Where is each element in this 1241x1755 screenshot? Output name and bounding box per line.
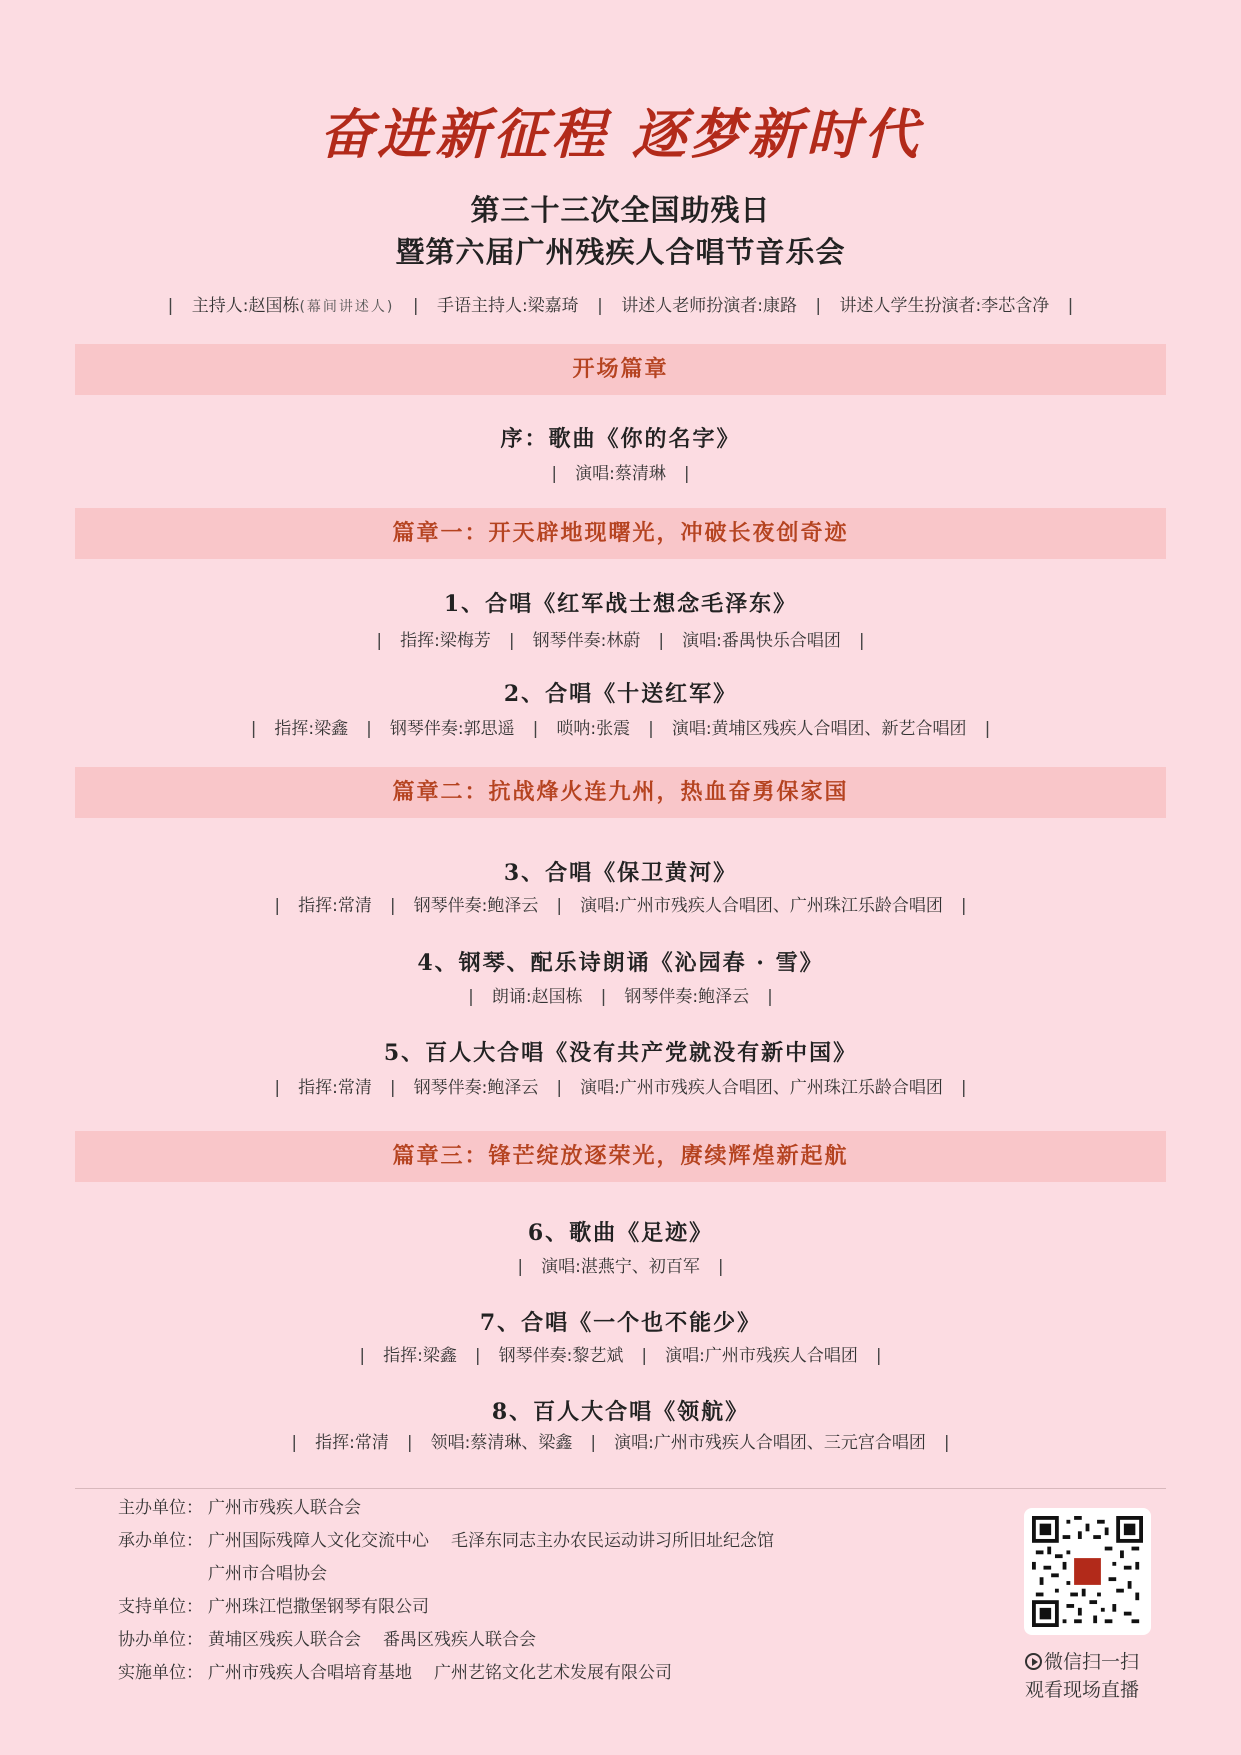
credit: 钢琴伴奏:鲍泽云 bbox=[413, 1078, 539, 1098]
credit: 演唱:黄埔区残疾人合唱团、新艺合唱团 bbox=[671, 719, 967, 739]
credit: 演唱:广州市残疾人合唱团、广州珠江乐龄合唱团 bbox=[580, 896, 943, 916]
credit: 朗诵:赵国栋 bbox=[491, 987, 583, 1007]
organizer-label: 支持单位： bbox=[118, 1597, 203, 1617]
program-item-credits: | 指挥:梁梅芳 | 钢琴伴奏:林蔚 | 演唱:番禺快乐合唱团 | bbox=[376, 631, 865, 651]
organizer-name: 番禺区残疾人联合会 bbox=[383, 1630, 536, 1650]
program-item-title: 序：歌曲《你的名字》 bbox=[500, 426, 741, 452]
credit: 指挥:常清 bbox=[298, 896, 372, 916]
organizer-row bbox=[118, 1624, 918, 1657]
program-item-title: 5、百人大合唱《没有共产党就没有新中国》 bbox=[383, 1040, 858, 1066]
credit: 唢呐:张震 bbox=[556, 719, 631, 739]
program-item-credits: | 指挥:梁鑫 | 钢琴伴奏:黎艺斌 | 演唱:广州市残疾人合唱团 | bbox=[359, 1346, 882, 1366]
event-subtitle: 第三十三次全国助残日 bbox=[470, 193, 771, 227]
organizer-name: 广州珠江恺撒堡钢琴有限公司 bbox=[208, 1597, 429, 1617]
organizer-name: 黄埔区残疾人联合会 bbox=[208, 1630, 361, 1650]
organizer-name: 广州市残疾人合唱培育基地 bbox=[208, 1663, 412, 1683]
narrator-teacher: 讲述人老师扮演者:康路 bbox=[621, 296, 797, 316]
host: 主持人:赵国栋 bbox=[191, 296, 300, 316]
separator: | bbox=[1067, 296, 1074, 316]
credit: 演唱:广州市残疾人合唱团、广州珠江乐龄合唱团 bbox=[580, 1078, 943, 1098]
credit: 指挥:常清 bbox=[298, 1078, 372, 1098]
organizer-label: 主办单位： bbox=[118, 1498, 203, 1518]
program-item-title: 6、歌曲《足迹》 bbox=[527, 1220, 714, 1246]
section-header: 篇章二：抗战烽火连九州，热血奋勇保家国 bbox=[75, 767, 1166, 818]
organizer-name: 毛泽东同志主办农民运动讲习所旧址纪念馆 bbox=[451, 1531, 774, 1551]
organizer-row bbox=[118, 1492, 918, 1525]
section-header: 篇章三：锋芒绽放逐荣光，赓续辉煌新起航 bbox=[75, 1131, 1166, 1182]
qr-caption bbox=[1025, 1648, 1175, 1704]
credit: 指挥:常清 bbox=[315, 1433, 389, 1453]
credit: 钢琴伴奏:黎艺斌 bbox=[498, 1346, 624, 1366]
organizer-label: 承办单位： bbox=[118, 1531, 203, 1551]
section-header: 开场篇章 bbox=[75, 344, 1166, 395]
program-item-title: 8、百人大合唱《领航》 bbox=[491, 1399, 750, 1425]
separator: | bbox=[597, 296, 603, 316]
footer-divider bbox=[75, 1488, 1166, 1489]
program-item-title: 4、钢琴、配乐诗朗诵《沁园春 · 雪》 bbox=[417, 950, 824, 976]
qr-caption-line-2: 观看现场直播 bbox=[1025, 1679, 1140, 1701]
program-item-title: 3、合唱《保卫黄河》 bbox=[503, 860, 738, 886]
credit: 领唱:蔡清琳、梁鑫 bbox=[430, 1433, 573, 1453]
credit: 指挥:梁梅芳 bbox=[400, 631, 491, 651]
qr-code[interactable] bbox=[1024, 1508, 1151, 1635]
event-subtitle-2: 暨第六届广州残疾人合唱节音乐会 bbox=[395, 235, 846, 269]
credit: 演唱:广州市残疾人合唱团、三元宫合唱团 bbox=[614, 1433, 926, 1453]
play-icon bbox=[1025, 1653, 1042, 1670]
credit: 钢琴伴奏:林蔚 bbox=[532, 631, 641, 651]
program-item-credits: | 指挥:常清 | 钢琴伴奏:鲍泽云 | 演唱:广州市残疾人合唱团、广州珠江乐龄合唱团 | bbox=[274, 896, 967, 916]
sign-language-host: 手语主持人:梁嘉琦 bbox=[436, 296, 579, 316]
organizer-label: 协办单位： bbox=[118, 1630, 203, 1650]
credit: 指挥:梁鑫 bbox=[274, 719, 349, 739]
program-item-credits: | 指挥:常清 | 钢琴伴奏:鲍泽云 | 演唱:广州市残疾人合唱团、广州珠江乐龄合唱团 | bbox=[274, 1078, 967, 1098]
narrator-student: 讲述人学生扮演者:李芯含净 bbox=[839, 296, 1050, 316]
organizer-name: 广州国际残障人文化交流中心 bbox=[208, 1531, 429, 1551]
organizer-name: 广州艺铭文化艺术发展有限公司 bbox=[434, 1663, 672, 1683]
program-item-title: 2、合唱《十送红军》 bbox=[503, 681, 738, 707]
credit: 演唱:湛燕宁、初百军 bbox=[541, 1257, 700, 1277]
organizer-name: 广州市残疾人联合会 bbox=[208, 1498, 361, 1518]
organizer-row bbox=[118, 1591, 918, 1624]
main-title: 奋进新征程 逐梦新时代 bbox=[319, 102, 922, 166]
organizer-name: 广州市合唱协会 bbox=[208, 1564, 327, 1584]
organizer-label: 实施单位： bbox=[118, 1663, 203, 1683]
program-item-credits: | 指挥:梁鑫 | 钢琴伴奏:郭思遥 | 唢呐:张震 | 演唱:黄埔区残疾人合唱团、新艺合唱团 | bbox=[250, 719, 991, 739]
program-item-credits: | 指挥:常清 | 领唱:蔡清琳、梁鑫 | 演唱:广州市残疾人合唱团、三元宫合唱团 | bbox=[291, 1433, 950, 1453]
qr-code-icon bbox=[1032, 1516, 1143, 1627]
credit: 钢琴伴奏:鲍泽云 bbox=[624, 987, 750, 1007]
credit: 钢琴伴奏:郭思遥 bbox=[389, 719, 515, 739]
credit: 演唱:番禺快乐合唱团 bbox=[682, 631, 841, 651]
section-header: 篇章一：开天辟地现曙光，冲破长夜创奇迹 bbox=[75, 508, 1166, 559]
organizer-row bbox=[118, 1657, 918, 1690]
separator: | bbox=[167, 296, 174, 316]
qr-caption-line-1: 微信扫一扫 bbox=[1044, 1651, 1140, 1673]
separator: | bbox=[815, 296, 822, 316]
organizers-list bbox=[118, 1492, 918, 1690]
credit: 演唱:广州市残疾人合唱团 bbox=[665, 1346, 858, 1366]
hosts-line bbox=[0, 291, 1241, 316]
credit: 钢琴伴奏:鲍泽云 bbox=[413, 896, 539, 916]
program-item-credits: | 朗诵:赵国栋 | 钢琴伴奏:鲍泽云 | bbox=[468, 987, 773, 1007]
program-item-title: 1、合唱《红军战士想念毛泽东》 bbox=[443, 591, 798, 617]
program-item-title: 7、合唱《一个也不能少》 bbox=[479, 1310, 762, 1336]
program-item-credits: | 演唱:湛燕宁、初百军 | bbox=[517, 1257, 724, 1277]
credit: 演唱:蔡清琳 bbox=[575, 464, 666, 484]
host-note: (幕间讲述人) bbox=[299, 299, 395, 315]
separator: | bbox=[412, 296, 419, 316]
credit: 指挥:梁鑫 bbox=[383, 1346, 457, 1366]
program-item-credits: | 演唱:蔡清琳 | bbox=[551, 464, 690, 484]
organizer-row bbox=[118, 1525, 918, 1591]
